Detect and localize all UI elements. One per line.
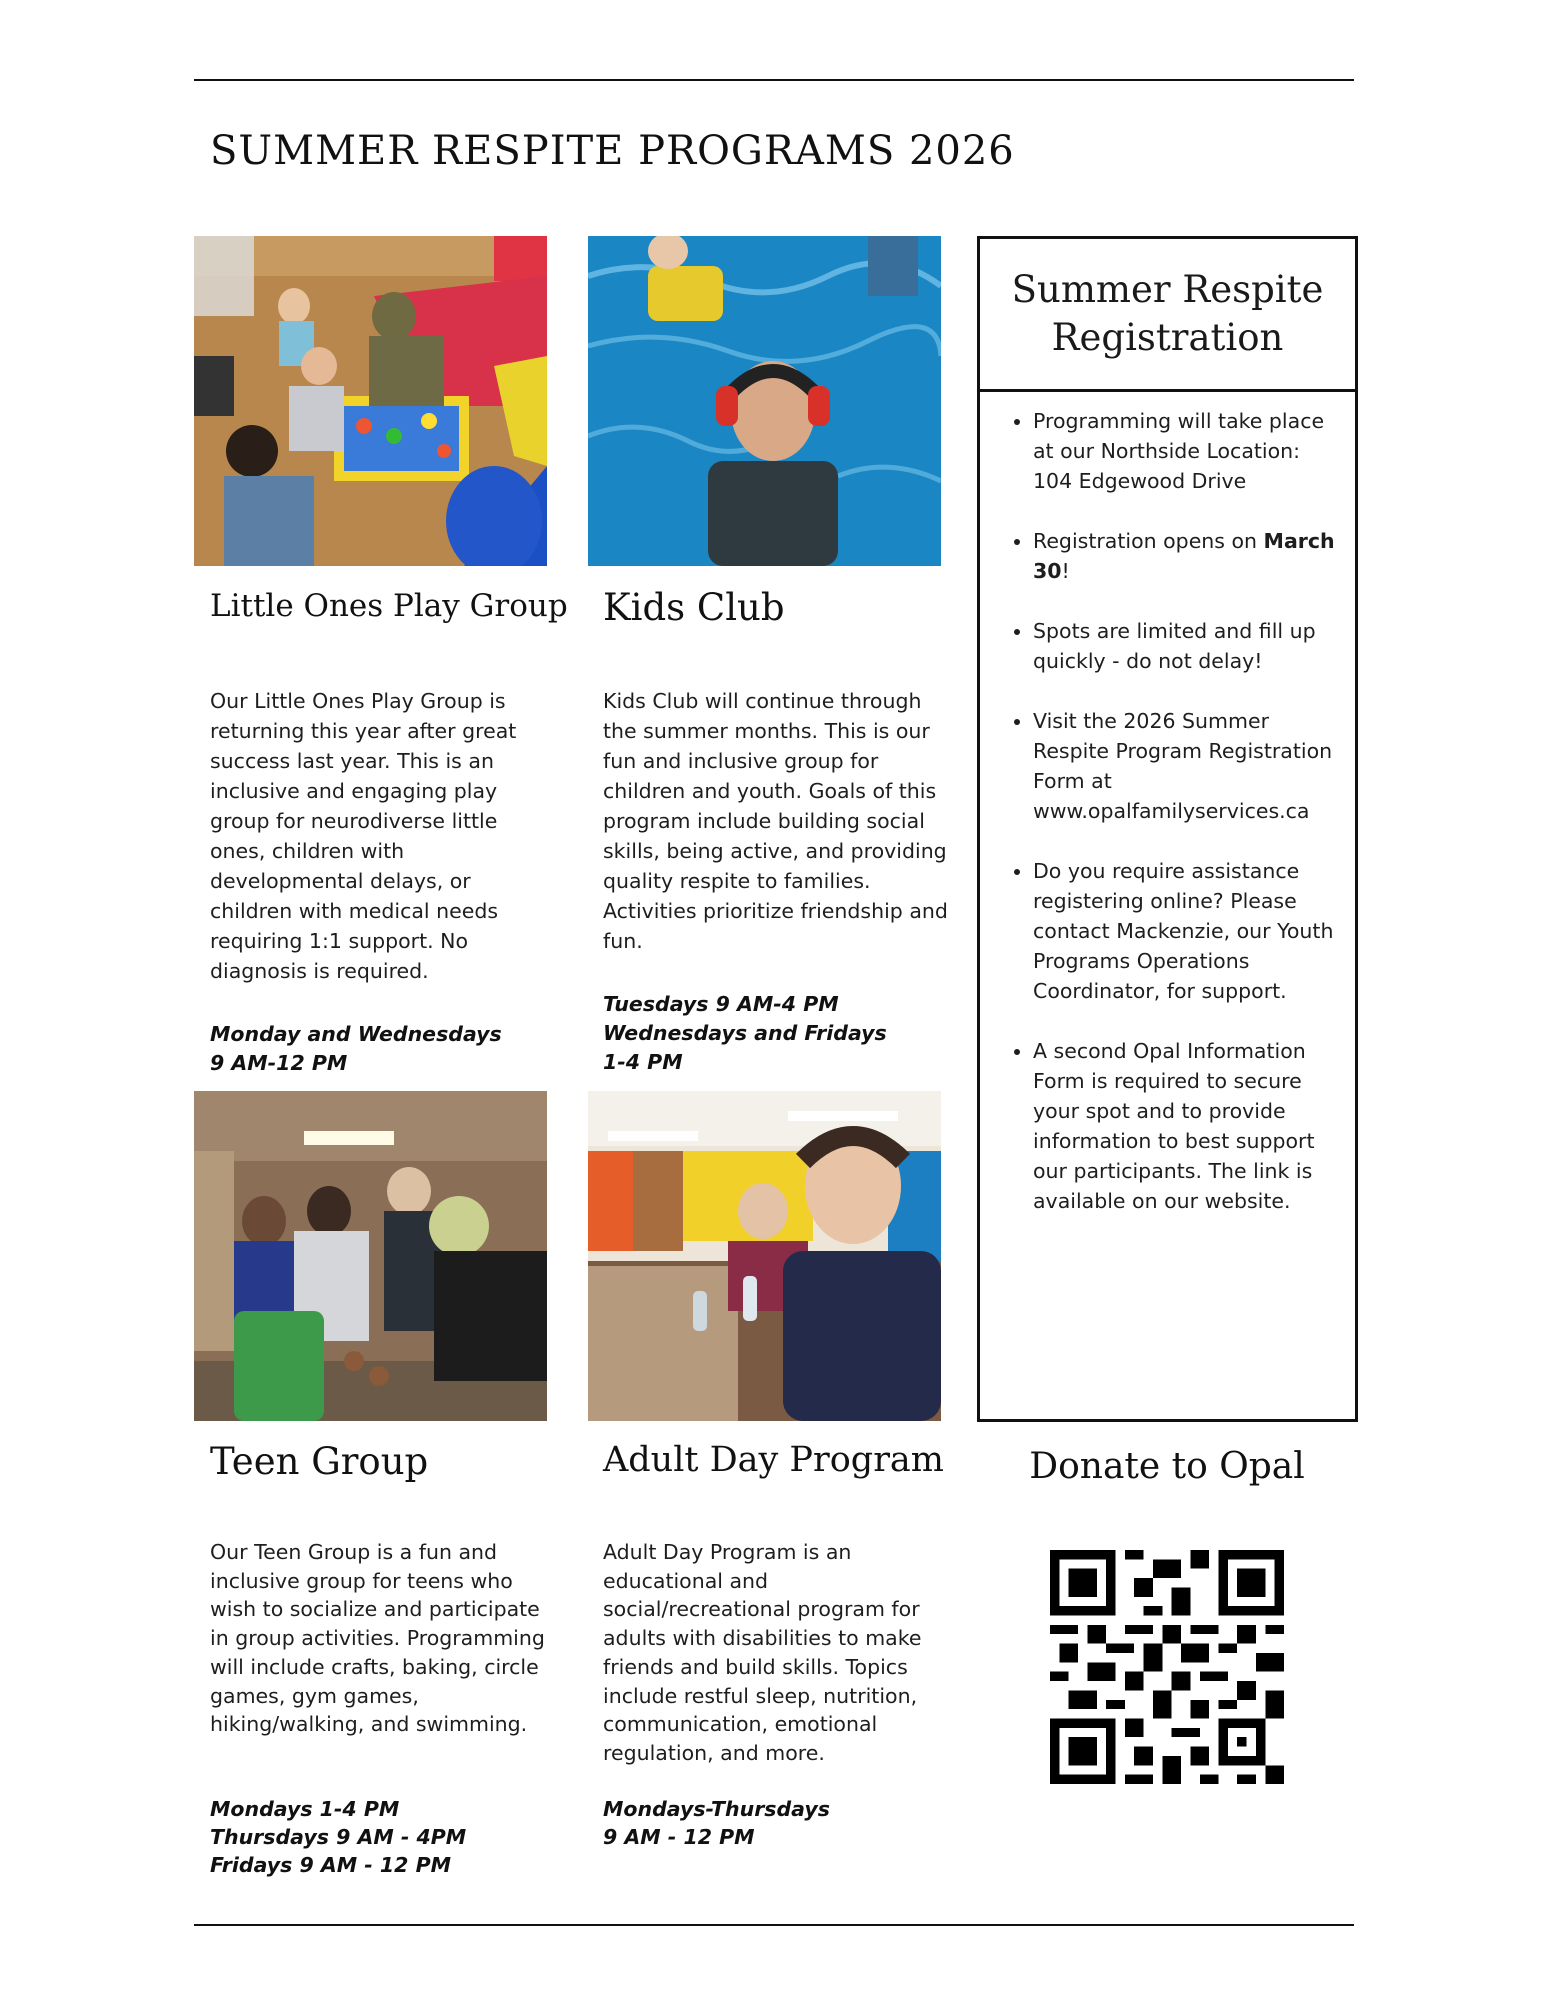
donate-title: Donate to Opal bbox=[1029, 1446, 1305, 1487]
registration-item-assistance: • Do you require assistance registering online? Please contact Mackenzie, our Youth Programs Operations Coordinator, for support. bbox=[1033, 856, 1341, 1006]
schedule-line: Monday and Wednesdays bbox=[210, 1022, 502, 1046]
play-group-schedule bbox=[210, 1020, 570, 1078]
opening-date: March 30 bbox=[1033, 529, 1335, 583]
schedule-line: Thursdays 9 AM - 4PM bbox=[210, 1825, 467, 1849]
teen-group-photo bbox=[194, 1091, 547, 1421]
schedule-line: Fridays 9 AM - 12 PM bbox=[210, 1853, 452, 1877]
adult-day-title: Adult Day Program bbox=[603, 1440, 944, 1480]
schedule-line: Mondays-Thursdays bbox=[603, 1797, 830, 1821]
page-title: SUMMER RESPITE PROGRAMS 2026 bbox=[210, 128, 1015, 174]
bottom-divider bbox=[194, 1924, 1354, 1926]
kids-club-description: Kids Club will continue through the summer months. This is our fun and inclusive group for children and youth. Goals of this program include building social skills, being active, and providing quality respite to families. Activities prioritize friendship and fun. bbox=[603, 689, 948, 953]
registration-item-form-link: • Visit the 2026 Summer Respite Program Registration Form at www.opalfamilyservices.ca bbox=[1033, 706, 1341, 826]
registration-panel bbox=[977, 236, 1358, 1422]
registration-header bbox=[980, 239, 1355, 392]
teen-group-description: Our Teen Group is a fun and inclusive group for teens who wish to socialize and participate in group activities. Programming will include crafts, baking, circle games, gym games, hiking/walking, and swimming. bbox=[210, 1540, 545, 1737]
kids-club-photo bbox=[588, 236, 941, 566]
top-divider bbox=[194, 79, 1354, 81]
opening-text: Registration opens on bbox=[1033, 529, 1264, 553]
teen-group-schedule bbox=[210, 1795, 570, 1879]
play-group-description: Our Little Ones Play Group is returning this year after great success last year. This is an inclusive and engaging play group for neurodiverse little ones, children with developmental delays, or children with medical needs requiring 1:1 support. No diagnosis is required. bbox=[210, 689, 517, 983]
adult-day-schedule bbox=[603, 1795, 963, 1851]
qr-code-icon[interactable] bbox=[1050, 1550, 1284, 1784]
adult-day-description: Adult Day Program is an educational and social/recreational program for adults with disabilities to make friends and build skills. Topics include restful sleep, nutrition, communication, emotional regulation, and more. bbox=[603, 1540, 922, 1765]
schedule-line: Tuesdays 9 AM-4 PM bbox=[603, 992, 839, 1016]
registration-list bbox=[980, 392, 1355, 1216]
kids-club-title: Kids Club bbox=[603, 586, 785, 629]
schedule-line: 9 AM-12 PM bbox=[210, 1051, 348, 1075]
play-group-title: Little Ones Play Group bbox=[210, 588, 568, 624]
kids-club-schedule bbox=[603, 990, 963, 1077]
registration-item-info-form: • A second Opal Information Form is required to secure your spot and to provide information to best support our participants. The link is available on our website. bbox=[1033, 1036, 1341, 1216]
registration-item-limited: • Spots are limited and fill up quickly - do not delay! bbox=[1033, 616, 1341, 676]
registration-item-opening bbox=[1033, 526, 1341, 586]
opening-suffix: ! bbox=[1061, 559, 1070, 583]
schedule-line: 1-4 PM bbox=[603, 1050, 683, 1074]
schedule-line: 9 AM - 12 PM bbox=[603, 1825, 755, 1849]
teen-group-title: Teen Group bbox=[210, 1440, 429, 1483]
registration-title: Summer Respite Registration bbox=[1011, 268, 1324, 359]
play-group-photo bbox=[194, 236, 547, 566]
schedule-line: Mondays 1-4 PM bbox=[210, 1797, 400, 1821]
schedule-line: Wednesdays and Fridays bbox=[603, 1021, 887, 1045]
registration-item-location: • Programming will take place at our Northside Location: 104 Edgewood Drive bbox=[1033, 406, 1341, 496]
adult-day-photo bbox=[588, 1091, 941, 1421]
